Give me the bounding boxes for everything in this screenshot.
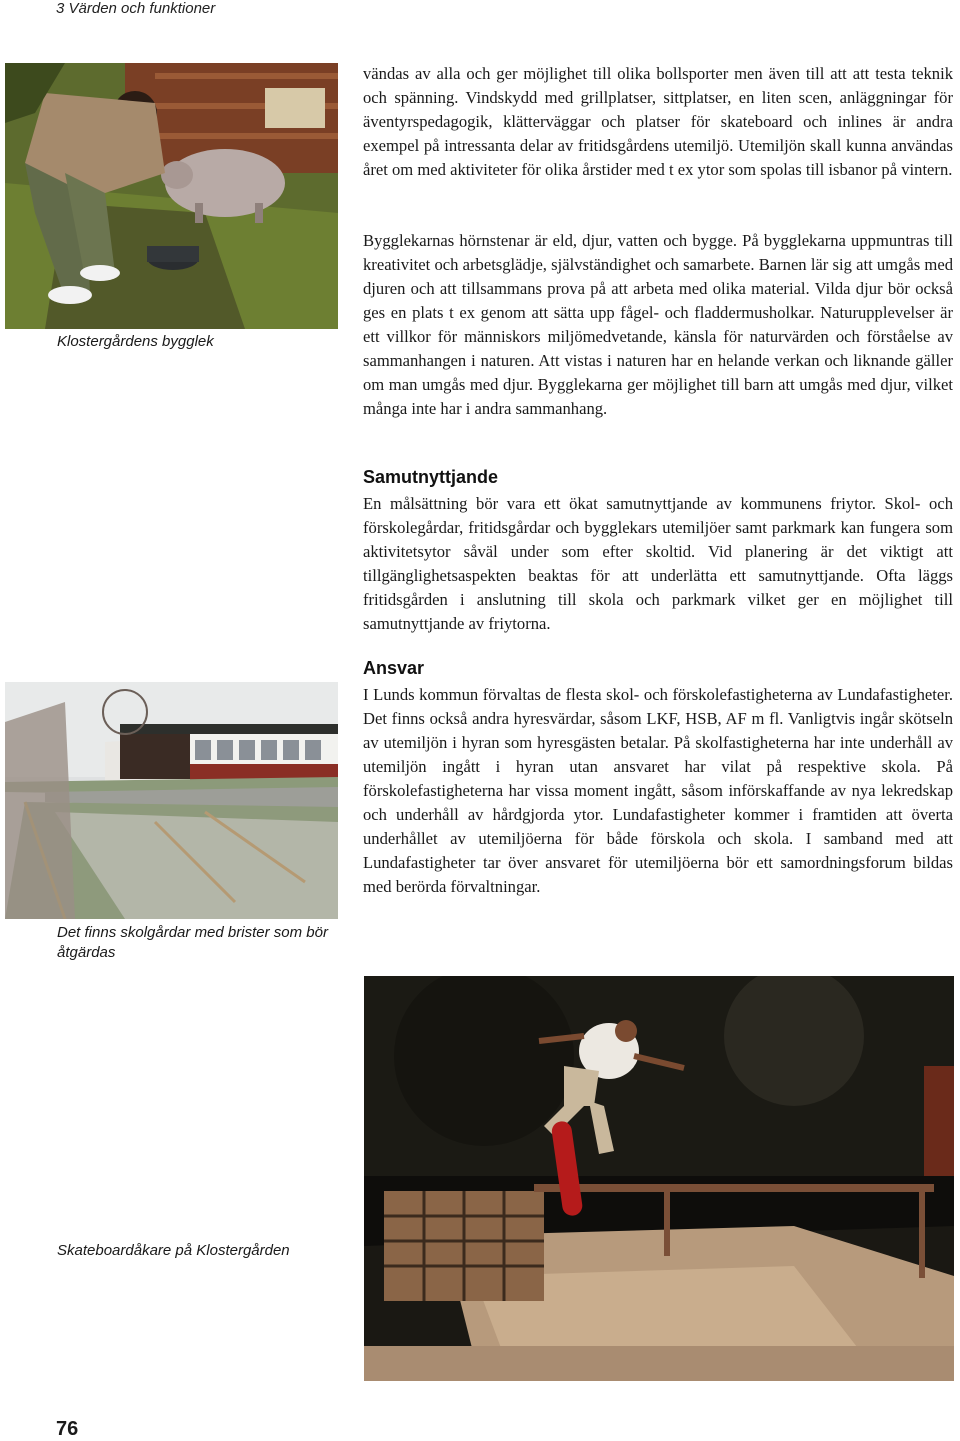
page-number: 76 (56, 1418, 79, 1440)
pig-photo-caption: Klostergårdens bygglek (57, 333, 214, 350)
paragraph-ansvar: I Lunds kommun förvaltas de flesta skol- och förskolefastigheterna av Lundafastigheter. Det finns också andra hyresvärdar, såsom LKF, HSB, AF m fl. Vanligtvis ingår skötseln av utemiljön i hyran som hyresgästen betalar. På skolfastigheterna har inte underhåll av utemiljön ingått i hyran utan ansvaret har vilat på respektive skola. På förskolefastigheterna har vissa moment ingått, såsom införskaffande av nya lekredskap och underhåll av hårdgjorda ytor. Lundafastigheter kommer i framtiden att överta underhållet av utemiljöerna för både förskola och skola. I samband med att Lundafastigheter tar över ansvaret för utemiljöerna bör ett samordningsforum bildas med berörda förvaltningar. (363, 685, 953, 896)
skate-photo-caption: Skateboardåkare på Klostergården (57, 1242, 290, 1259)
schoolyard-photo (5, 682, 338, 919)
heading-ansvar: Ansvar (363, 658, 425, 678)
running-header: 3 Värden och funktioner (56, 0, 216, 17)
paragraph-outdoor-environment: vändas av alla och ger möjlighet till olika bollsporter men även till att att testa teknik och spänning. Vindskydd med grillplatser, sittplatser, en liten scen, anläggningar för äventyrspedagogik, klätterväggar och platser för skateboard och inlines är andra exempel på intressanta delar av fritidsgårdens utemiljö. Utemiljön skall kunna användas året om med aktiviteter för olika årstider med t ex ytor som spolas till isbanor på vintern. (363, 64, 953, 179)
paragraph-bygglek: Bygglekarnas hörnstenar är eld, djur, vatten och bygge. På bygglekarna uppmuntras till kreativitet och arbetsglädje, självständighet och samarbete. Barnen lär sig att umgås med djuren och att tillsammans prova på att arbeta med olika material. Vilda djur bör också ges en plats t ex genom att sätta upp fågel- och fladdermusholkar. Naturupplevelser är ett villkor för människors miljömedvetande, känsla för naturvärden och förståelse av sammanhangen i naturen. Att vistas i naturen har en helande verkan och liknande gäller om man umgås med djur. Bygglekarna ger möjlighet till barn att umgås med djur, vilket många inte har i andra sammanhang. (363, 231, 953, 418)
skate-photo (364, 976, 954, 1381)
pig-photo (5, 63, 338, 329)
schoolyard-photo-caption: Det finns skolgårdar med brister som bör åtgärdas (57, 924, 328, 961)
paragraph-samutnyttjande: En målsättning bör vara ett ökat samutnyttjande av kommunens friytor. Skol- och förskolegårdar, fritidsgårdar och bygglekars utemiljöer samt parkmark kan fungera som aktivitetsytor såväl under som efter skoltid. Vid planering är det viktigt att tillgänglighetsaspekten beaktas för att underlätta ett samutnyttjande. Ofta läggs fritidsgården i anslutning till skola och parkmark vilket ger en möjlighet till samutnyttjande av friytorna. (363, 494, 953, 633)
heading-samutnyttjande: Samutnyttjande (363, 467, 499, 487)
